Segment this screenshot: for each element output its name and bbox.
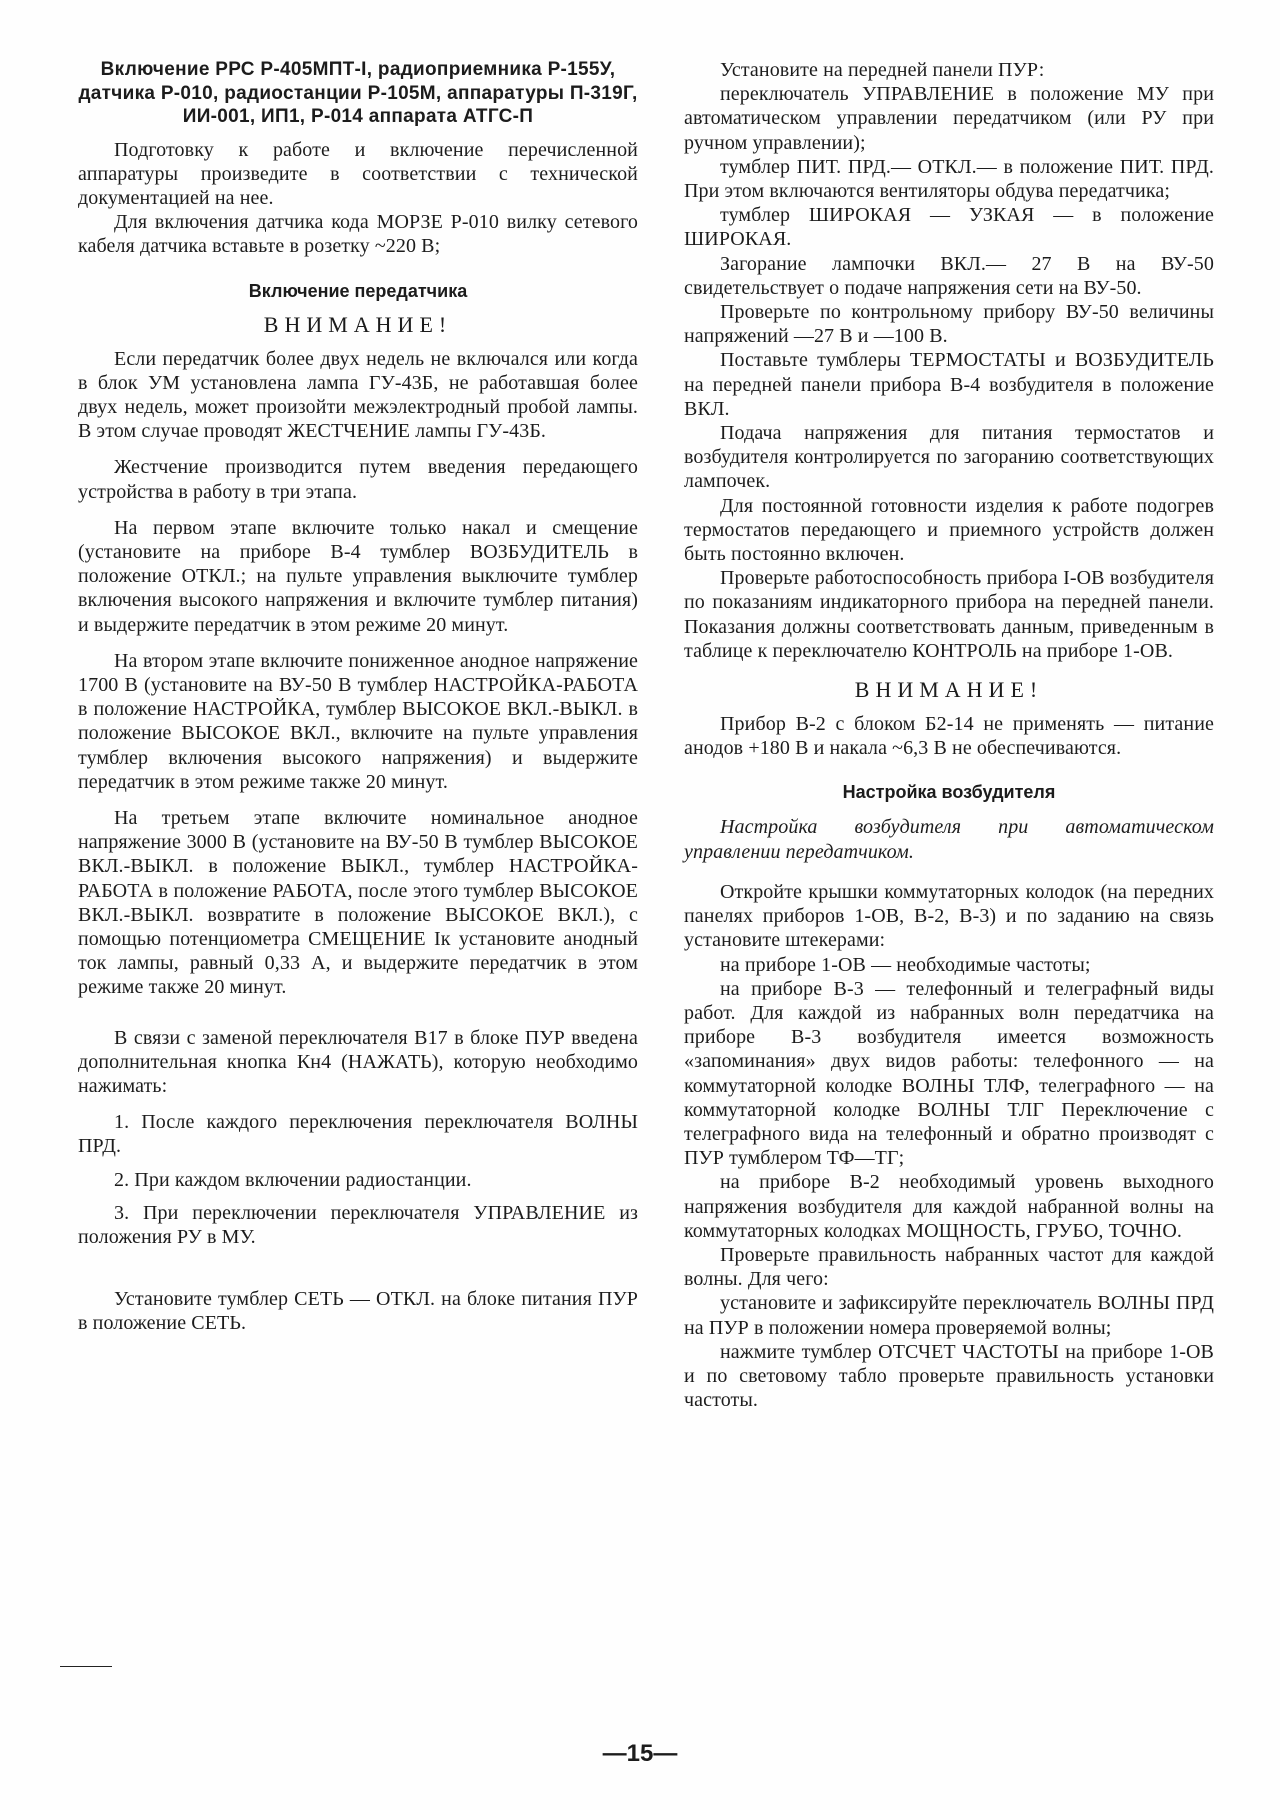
warning-label: ВНИМАНИЕ! [263, 311, 453, 337]
paragraph: Подготовку к работе и включение перечисленной аппаратуры произведите в соответствии с технической документацией на нее. [78, 138, 638, 209]
right-column [684, 58, 1214, 1412]
paragraph: Для постоянной готовности изделия к работе подогрев термостатов передающего и приемного устройств должен быть постоянно включен. [684, 494, 1214, 566]
section-heading-transmitter: Включение передатчика [248, 280, 468, 301]
paragraph: Откройте крышки коммутаторных колодок (на передних панелях приборов 1-ОВ, В-2, В-3) и по заданию на связь установите штекерами: [684, 880, 1214, 952]
list-item: на приборе В-2 необходимый уровень выходного напряжения возбудителя для каждой набранной волны на коммутаторных колодках МОЩНОСТЬ, ГРУБО, ТОЧНО. [684, 1171, 1214, 1242]
paragraph: Если передатчик более двух недель не включался или когда в блок УМ установлена лампа ГУ-43Б, не работавшая более двух недель, может произойти межэлектродный пробой лампы. В этом случае проводят ЖЕСТЧЕНИЕ лампы ГУ-43Б. [78, 347, 638, 443]
paragraph: На первом этапе включите только накал и смещение (установите на приборе В-4 тумблер ВОЗБУДИТЕЛЬ в положение ОТКЛ.; на пульте управления выключите тумблер включения высокого напряжения и включите тумблер питания) и выдержите передатчик в этом режиме 20 минут. [78, 516, 638, 636]
paragraph: Проверьте по контрольному прибору ВУ-50 величины напряжений —27 В и —100 В. [684, 301, 1214, 348]
paragraph: Проверьте работоспособность прибора I-ОВ возбудителя по показаниям индикаторного прибора на передней панели. Показания должны соответствовать данным, приведенным в таблице к переключателю КОНТРОЛЬ на приборе 1-ОВ. [684, 567, 1214, 662]
paragraph: Установите на передней панели ПУР: [720, 59, 1045, 81]
paragraph: переключатель УПРАВЛЕНИЕ в положение МУ при автоматическом управлении передатчиком (или РУ при ручном управлении); [684, 83, 1214, 154]
paragraph: На третьем этапе включите номинальное анодное напряжение 3000 В (установите на ВУ-50 В тумблер ВЫСОКОЕ ВКЛ.-ВЫКЛ. в положение ВЫКЛ., тумблер НАСТРОЙКА-РАБОТА в положение РАБОТА, после этого тумблер ВЫСОКОЕ ВКЛ.-ВЫКЛ. возвратите в положение ВЫСОКОЕ ВКЛ.), с помощью потенциометра СМЕЩЕНИЕ Ік установите анодный ток лампы, равный 0,33 А, и выдержите передатчик в этом режиме также 20 минут. [78, 806, 638, 999]
warning-label: ВНИМАНИЕ! [854, 677, 1044, 703]
paragraph: Установите тумблер СЕТЬ — ОТКЛ. на блоке питания ПУР в положение СЕТЬ. [78, 1288, 638, 1335]
paragraph: Проверьте правильность набранных частот для каждой волны. Для чего: [684, 1243, 1214, 1291]
list-item: 3. При переключении переключателя УПРАВЛЕНИЕ из положения РУ в МУ. [78, 1201, 638, 1249]
paragraph: Загорание лампочки ВКЛ.— 27 В на ВУ-50 свидетельствует о подаче напряжения сети на ВУ-50. [684, 252, 1214, 299]
list-item: на приборе 1-ОВ — необходимые частоты; [720, 953, 1091, 976]
list-item: установите и зафиксируйте переключатель ВОЛНЫ ПРД на ПУР в положении номера проверяемой волны; [684, 1292, 1214, 1339]
section-heading-equipment: Включение РРС Р-405МПТ-I, радиоприемника Р-155У, датчика Р-010, радиостанции Р-105М, аппаратуры П-319Г, ИИ-001, ИП1, Р-014 аппарата АТГС-П [78, 59, 638, 127]
paragraph: Прибор В-2 с блоком Б2-14 не применять — питание анодов +180 В и накала ~6,3 В не обеспечиваются. [684, 713, 1214, 760]
paragraph: Поставьте тумблеры ТЕРМОСТАТЫ и ВОЗБУДИТЕЛЬ на передней панели прибора В-4 возбудителя в положение ВКЛ. [684, 349, 1214, 420]
paragraph: В связи с заменой переключателя В17 в блоке ПУР введена дополнительная кнопка Кн4 (НАЖАТЬ), которую необходимо нажимать: [78, 1026, 638, 1097]
section-heading-exciter: Настройка возбудителя [842, 782, 1056, 803]
page-number: —15— [602, 1740, 678, 1767]
paragraph: Для включения датчика кода МОРЗЕ Р-010 вилку сетевого кабеля датчика вставьте в розетку ~220 В; [78, 211, 638, 258]
paragraph: тумблер ПИТ. ПРД.— ОТКЛ.— в положение ПИТ. ПРД. При этом включаются вентиляторы обдува передатчика; [684, 155, 1214, 203]
margin-rule [60, 1666, 112, 1667]
italic-subheading: Настройка возбудителя при автоматическом управлении передатчиком. [684, 816, 1214, 863]
list-item: 1. После каждого переключения переключателя ВОЛНЫ ПРД. [78, 1111, 638, 1158]
list-item: нажмите тумблер ОТСЧЕТ ЧАСТОТЫ на приборе 1-ОВ и по световому табло проверьте правильность установки частоты. [684, 1340, 1214, 1412]
paragraph: Жестчение производится путем введения передающего устройства в работу в три этапа. [78, 456, 638, 503]
paragraph: тумблер ШИРОКАЯ — УЗКАЯ — в положение ШИРОКАЯ. [684, 204, 1214, 251]
list-item: 2. При каждом включении радиостанции. [114, 1168, 472, 1191]
paragraph: На втором этапе включите пониженное анодное напряжение 1700 В (установите на ВУ-50 В тумблер НАСТРОЙКА-РАБОТА в положение НАСТРОЙКА, тумблер ВЫСОКОЕ ВКЛ.-ВЫКЛ. в положение ВЫСОКОЕ ВКЛ., включите на пульте управления тумблер включения высокого напряжения) и выдержите передатчик в этом режиме также 20 минут. [78, 649, 638, 793]
paragraph: Подача напряжения для питания термостатов и возбудителя контролируется по загоранию соответствующих лампочек. [684, 422, 1214, 493]
list-item: на приборе В-3 — телефонный и телеграфный виды работ. Для каждой из набранных волн передатчика на приборе В-3 возбудителя имеется возможность «запоминания» двух видов работы: телефонного — на коммутаторной колодке ВОЛНЫ ТЛФ, телеграфного — на коммутаторной колодке ВОЛНЫ ТЛГ Переключение с телеграфного вида на телефонный и обратно производят с ПУР тумблером ТФ—ТГ; [684, 977, 1214, 1170]
left-column [78, 58, 638, 1336]
